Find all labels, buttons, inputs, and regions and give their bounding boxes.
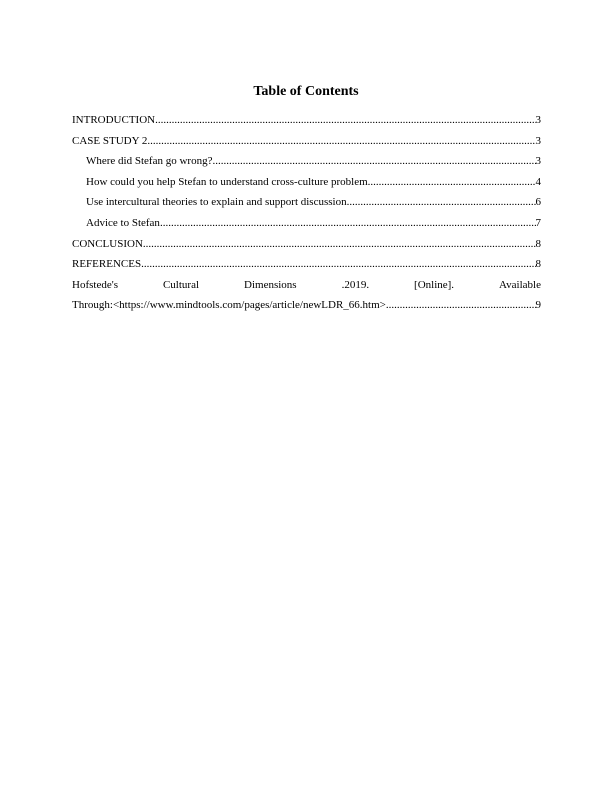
toc-entry-conclusion[interactable] <box>72 236 541 257</box>
toc-entry-case-study-2[interactable] <box>72 133 541 154</box>
toc-entry-page: 3 <box>535 114 541 126</box>
toc-entry-page: 6 <box>535 196 541 209</box>
dot-leader <box>155 112 535 128</box>
toc-entry-label: Where did Stefan go wrong? <box>86 155 213 168</box>
toc-entry-label: REFERENCES <box>72 258 142 271</box>
toc-entry-label: Use intercultural theories to explain and support discussion <box>86 196 347 209</box>
dot-leader <box>212 153 535 169</box>
toc-entry-cross-culture-problem[interactable] <box>72 174 541 195</box>
toc-title: Table of Contents <box>253 84 359 99</box>
reference-word: Cultural <box>162 278 200 291</box>
toc-entry-where-did-stefan-go-wrong[interactable] <box>72 153 541 174</box>
toc-entry-introduction[interactable] <box>72 112 541 133</box>
dot-leader <box>347 194 536 210</box>
table-of-contents <box>72 112 541 318</box>
toc-entry-hofstede-line-2[interactable] <box>72 297 541 318</box>
toc-entry-intercultural-theories[interactable] <box>72 194 541 215</box>
reference-word: Available <box>499 278 541 291</box>
toc-entry-hofstede-line-1[interactable] <box>72 277 541 298</box>
reference-word: [Online]. <box>414 278 455 291</box>
toc-entry-page: 7 <box>535 216 541 229</box>
dot-leader <box>141 256 535 272</box>
toc-entry-references[interactable] <box>72 256 541 277</box>
reference-word: Dimensions <box>244 278 297 291</box>
dot-leader <box>386 297 536 313</box>
toc-entry-label: Advice to Stefan <box>86 216 160 229</box>
toc-entry-page: 3 <box>535 134 541 147</box>
toc-entry-label: CONCLUSION <box>72 237 143 250</box>
dot-leader <box>368 174 536 190</box>
toc-entry-advice-to-stefan[interactable] <box>72 215 541 236</box>
toc-entry-label: INTRODUCTION <box>72 114 156 126</box>
dot-leader <box>143 236 536 252</box>
toc-entry-page: 4 <box>535 175 541 188</box>
dot-leader <box>160 215 536 231</box>
toc-entry-page: 8 <box>535 237 541 250</box>
reference-word: Hofstede's <box>72 278 118 291</box>
toc-entry-label: CASE STUDY 2 <box>72 134 148 147</box>
toc-entry-page: 3 <box>535 155 541 168</box>
toc-entry-page: 9 <box>535 299 541 312</box>
toc-entry-label: Through:<https://www.mindtools.com/pages/article/newLDR_66.htm> <box>72 299 386 312</box>
dot-leader <box>147 133 535 149</box>
toc-entry-label: How could you help Stefan to understand cross-culture problem <box>86 175 368 188</box>
reference-word: .2019. <box>341 278 370 291</box>
toc-entry-page: 8 <box>535 258 541 271</box>
